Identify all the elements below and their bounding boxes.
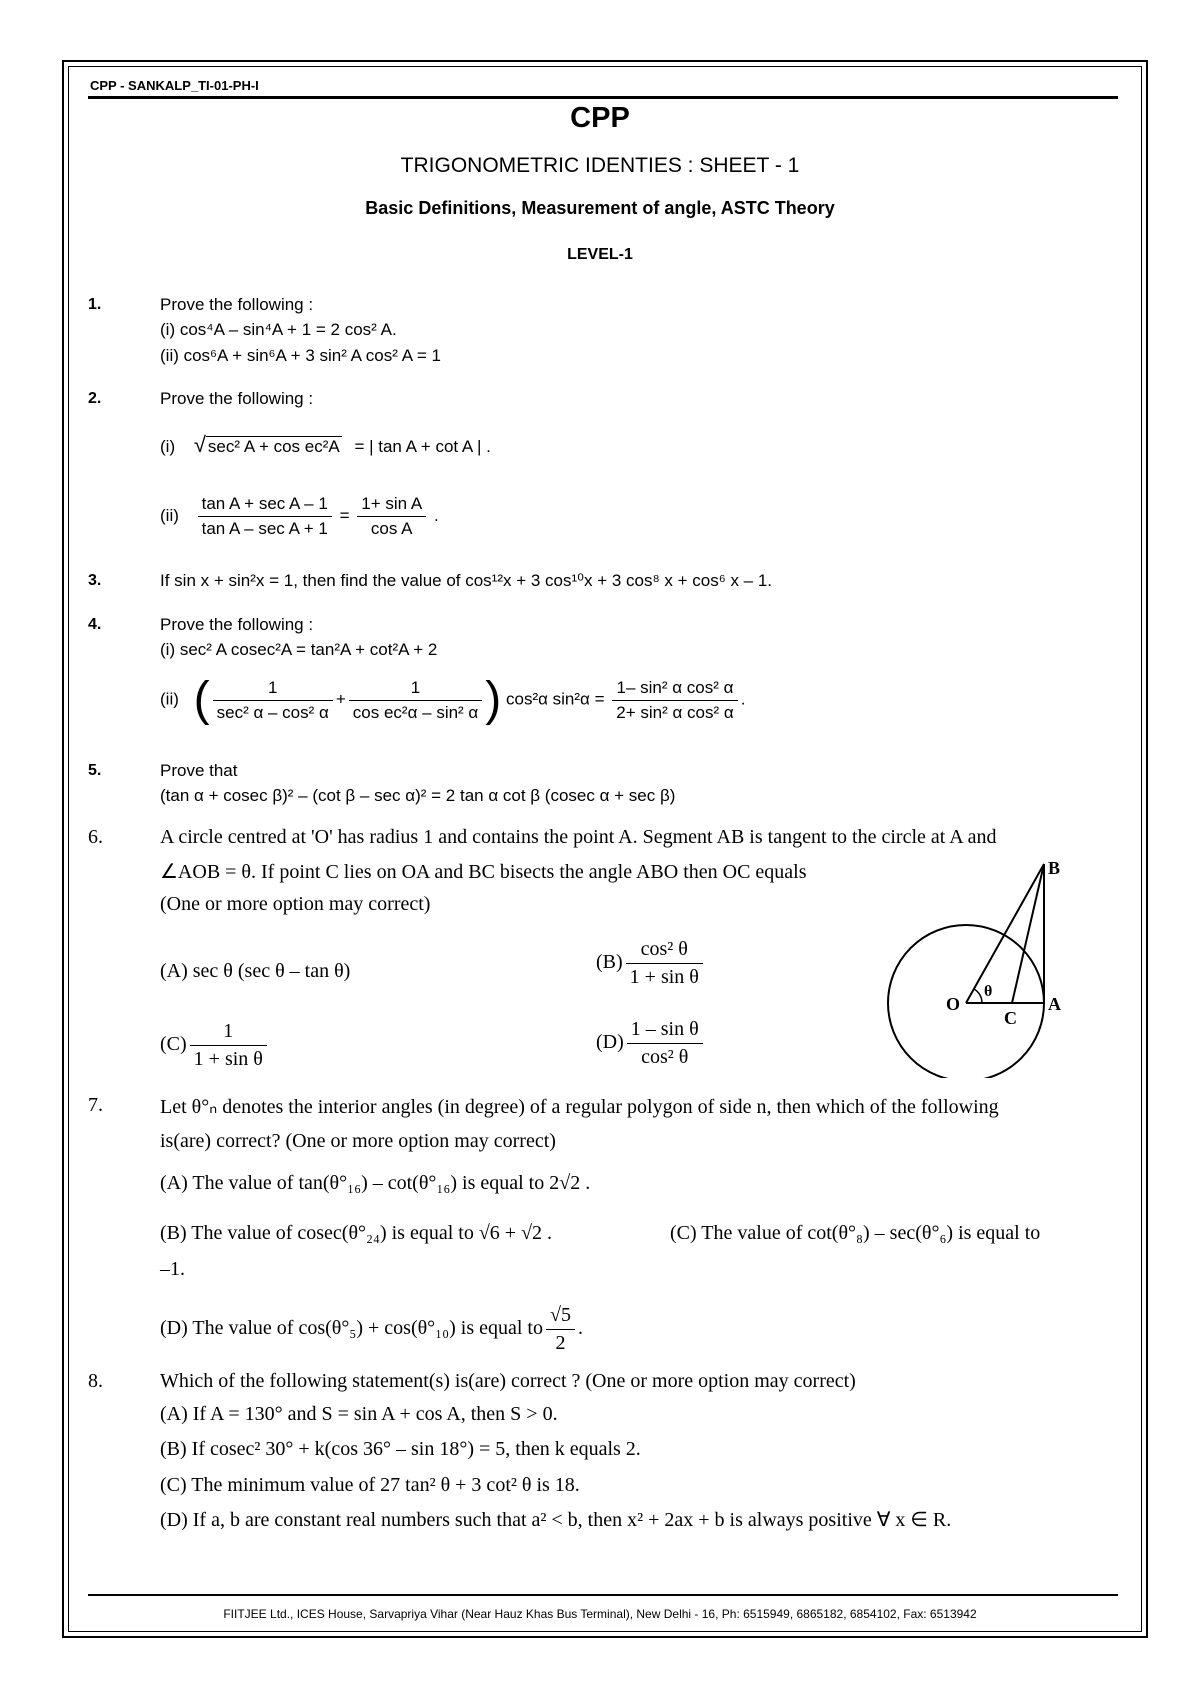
denominator: cos A	[370, 519, 413, 538]
page-title: CPP	[570, 102, 630, 134]
q6-option-d	[596, 1018, 706, 1069]
q2-part-ii	[160, 494, 439, 539]
q6-line-1: A circle centred at 'O' has radius 1 and contains the point A. Segment AB is tangent to the circle at A and	[160, 826, 997, 848]
numerator: 1	[213, 678, 333, 701]
option-label: (B)	[596, 951, 623, 974]
plus: +	[335, 689, 346, 709]
numerator: 1	[349, 678, 482, 701]
q7-option-a: (A) The value of tan(θ°₁₆) – cot(θ°₁₆) is equal to 2√2 .	[160, 1172, 591, 1194]
option-label: (D)	[596, 1031, 624, 1054]
q7-line-2: is(are) correct? (One or more option may correct)	[160, 1130, 556, 1152]
radical-sign: √	[193, 432, 206, 457]
denominator: 1 + sin θ	[629, 966, 699, 988]
sheet-subtitle: Basic Definitions, Measurement of angle, ASTC Theory	[365, 198, 835, 218]
q8-option-b: (B) If cosec² 30° + k(cos 36° – sin 18°) = 5, then k equals 2.	[160, 1438, 641, 1460]
question-number: 6.	[88, 826, 103, 848]
document-code: CPP - SANKALP_TI-01-PH-I	[90, 78, 259, 93]
q7-option-c-continued: –1.	[160, 1258, 185, 1280]
header-rule	[88, 96, 1118, 99]
footer-rule	[88, 1594, 1118, 1596]
level-heading: LEVEL-1	[567, 246, 633, 263]
q4-part-i: (i) sec² A cosec²A = tan²A + cot²A + 2	[160, 640, 438, 659]
q2-ii-rhs-fraction	[357, 494, 426, 539]
q7-line-1: Let θ°ₙ denotes the interior angles (in degree) of a regular polygon of side n, then which of the following	[160, 1096, 999, 1118]
sheet-title: TRIGONOMETRIC IDENTIES : SHEET - 1	[400, 154, 800, 177]
q4-ii-label: (ii)	[160, 689, 179, 709]
q4-fraction-2	[349, 678, 482, 723]
denominator: 1 + sin θ	[193, 1048, 263, 1070]
option-label: (C)	[160, 1033, 187, 1056]
q2-ii-lhs-fraction	[198, 494, 332, 539]
q2-prompt: Prove the following :	[160, 389, 314, 408]
question-number: 4.	[88, 616, 102, 633]
q3-text: If sin x + sin²x = 1, then find the value of cos¹²x + 3 cos¹⁰x + 3 cos⁸ x + cos⁶ x – 1.	[160, 571, 773, 590]
period: .	[740, 689, 746, 709]
q5-prompt: Prove that	[160, 761, 238, 780]
question-number: 8.	[88, 1370, 103, 1392]
segment-bc	[1012, 864, 1044, 1003]
numerator: 1 – sin θ	[627, 1018, 703, 1044]
equals: =	[339, 505, 350, 525]
q6-line-3: (One or more option may correct)	[160, 893, 431, 915]
q6-option-c	[160, 1020, 270, 1071]
numerator: 1+ sin A	[357, 494, 426, 517]
right-paren: )	[485, 673, 502, 726]
numerator: cos² θ	[626, 938, 703, 964]
numerator: 1	[190, 1020, 267, 1046]
q2-part-i	[160, 432, 491, 458]
q1-part-i: (i) cos⁴A – sin⁴A + 1 = 2 cos² A.	[160, 320, 397, 339]
denominator: cos ec²α – sin² α	[352, 702, 479, 722]
question-number: 2.	[88, 390, 102, 407]
label-theta: θ	[984, 983, 993, 1000]
q6-d-fraction	[627, 1018, 703, 1069]
q8-option-c: (C) The minimum value of 27 tan² θ + 3 cot² θ is 18.	[160, 1474, 580, 1496]
segment-ob	[966, 864, 1044, 1003]
q8-option-d: (D) If a, b are constant real numbers such that a² < b, then x² + 2ax + b is always positive ∀ x ∈ R.	[160, 1509, 952, 1531]
footer-address: FIITJEE Ltd., ICES House, Sarvapriya Vihar (Near Hauz Khas Bus Terminal), New Delhi - 16, Ph: 6515949, 6865182, 6854102, Fax: 6513942	[223, 1607, 977, 1621]
q4-middle: cos²α sin²α =	[505, 689, 605, 709]
q7-d-fraction	[546, 1304, 575, 1355]
label-c: C	[1004, 1008, 1017, 1028]
q2-ii-label: (ii)	[160, 505, 179, 525]
period: .	[433, 505, 439, 525]
denominator: 2+ sin² α cos² α	[616, 702, 734, 722]
label-a: A	[1048, 994, 1061, 1014]
q7-d-text: (D) The value of cos(θ°₅) + cos(θ°₁₀) is equal to	[160, 1317, 543, 1340]
q7-option-c: (C) The value of cot(θ°₈) – sec(θ°₆) is equal to	[670, 1222, 1041, 1244]
theta-arc	[974, 989, 982, 1003]
q8-prompt: Which of the following statement(s) is(are) correct ? (One or more option may correct)	[160, 1370, 856, 1392]
denominator: tan A – sec A + 1	[201, 519, 328, 538]
q7-option-b: (B) The value of cosec(θ°₂₄) is equal to √6 + √2 .	[160, 1222, 553, 1244]
numerator: 1– sin² α cos² α	[612, 678, 737, 701]
q7-option-d	[160, 1304, 583, 1355]
question-number: 3.	[88, 572, 102, 589]
q6-option-b	[596, 938, 706, 989]
q4-prompt: Prove the following :	[160, 615, 314, 634]
q8-option-a: (A) If A = 130° and S = sin A + cos A, then S > 0.	[160, 1403, 558, 1425]
q1-prompt: Prove the following :	[160, 295, 314, 314]
q4-fraction-3	[612, 678, 737, 723]
q4-part-ii	[160, 673, 746, 726]
denominator: sec² α – cos² α	[216, 702, 329, 722]
q4-fraction-1	[213, 678, 333, 723]
q6-b-fraction	[626, 938, 703, 989]
label-o: O	[946, 994, 961, 1014]
q2-i-radicand: sec² A + cos ec²A	[207, 437, 340, 456]
question-number: 7.	[88, 1094, 103, 1116]
numerator: tan A + sec A – 1	[198, 494, 332, 517]
q6-line-2: ∠AOB = θ. If point C lies on OA and BC bisects the angle ABO then OC equals	[160, 861, 807, 883]
q5-text: (tan α + cosec β)² – (cot β – sec α)² = 2 tan α cot β (cosec α + sec β)	[160, 786, 676, 805]
left-paren: (	[193, 673, 210, 726]
numerator: √5	[546, 1304, 575, 1330]
denominator: 2	[555, 1332, 566, 1354]
label-b: B	[1048, 858, 1061, 878]
q1-part-ii: (ii) cos⁶A + sin⁶A + 3 sin² A cos² A = 1	[160, 346, 441, 365]
question-number: 1.	[88, 296, 102, 313]
q6-option-a: (A) sec θ (sec θ – tan θ)	[160, 960, 351, 982]
period: .	[577, 1317, 583, 1340]
q2-i-label: (i)	[160, 437, 176, 456]
q6-c-fraction	[190, 1020, 267, 1071]
question-number: 5.	[88, 762, 102, 779]
q6-figure	[880, 858, 1080, 1078]
q2-i-rhs: = | tan A + cot A | .	[354, 437, 491, 456]
denominator: cos² θ	[641, 1046, 689, 1068]
